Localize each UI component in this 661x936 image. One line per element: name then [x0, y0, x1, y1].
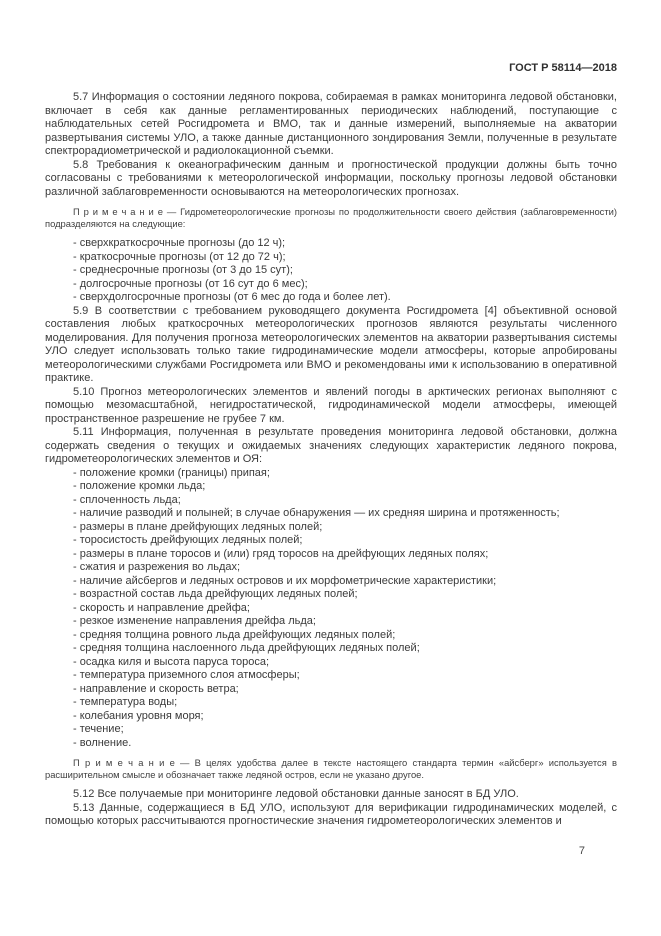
paragraph-5-8: 5.8 Требования к океанографическим данным и прогностической продукции должны быть точно согласованы с требованиями к метеорологической информации, поскольку прогнозы ледовой обстановки различной заблаговременности основываются на метеорологических прогнозах. — [45, 158, 617, 198]
paragraph-5-11: 5.11 Информация, полученная в результате проведения мониторинга ледовой обстановки, должна содержать сведения о текущих и ожидаемых значениях следующих характеристик ледяного покрова, гидрометеорологических элементов и ОЯ: — [45, 426, 617, 465]
list-item: - температура воды; — [73, 696, 178, 708]
list-item: - краткосрочные прогнозы (от 12 до 72 ч); — [73, 250, 286, 263]
list-item: - среднесрочные прогнозы (от 3 до 15 сут); — [73, 264, 293, 276]
list-item: - средняя толщина наслоенного льда дрейфующих ледяных полей; — [73, 642, 420, 654]
doc-code: ГОСТ Р 58114—2018 — [509, 62, 617, 74]
list-item: - размеры в плане дрейфующих ледяных полей; — [73, 520, 323, 533]
list-item: - сверхдолгосрочные прогнозы (от 6 мес до года и более лет). — [73, 291, 391, 303]
list-item: - сверхкраткосрочные прогнозы (до 12 ч); — [73, 237, 286, 249]
paragraph-5-10: 5.10 Прогноз метеорологических элементов и явлений погоды в арктических регионах выполняют с помощью мезомасштабной, негидростатической, гидродинамической модели атмосферы, имеющей пространственное разрешение не грубее 7 км. — [45, 385, 617, 425]
list-item: - наличие разводий и полыней; в случае обнаружения — их средняя ширина и протяженность; — [73, 507, 560, 519]
list-item: - течение; — [73, 723, 124, 735]
list-item: - скорость и направление дрейфа; — [73, 601, 250, 614]
note-forecast-types: П р и м е ч а н и е — Гидрометеорологические прогнозы по продолжительности своего действия (заблаговременности) подразделяются на следующие: — [45, 206, 617, 229]
list-item: - положение кромки (границы) припая; — [73, 466, 270, 479]
list-item: - направление и скорость ветра; — [73, 682, 239, 695]
forecast-types-list — [45, 237, 617, 305]
paragraph-5-13: 5.13 Данные, содержащиеся в БД УЛО, используют для верификации гидродинамических моделей, с помощью которых рассчитываются прогностические значения гидрометеорологических элементов и — [45, 801, 617, 827]
ice-characteristics-list — [45, 467, 617, 751]
list-item: - наличие айсбергов и ледяных островов и их морфометрические характеристики; — [73, 574, 497, 587]
list-item: - размеры в плане торосов и (или) гряд торосов на дрейфующих ледяных полях; — [73, 547, 489, 560]
paragraph-5-9: 5.9 В соответствии с требованием руководящего документа Росгидромета [4] объективной основой составления любых краткосрочных метеорологических прогнозов являются результаты численного моделирования. Для получения прогноза метеорологических элементов на акватории развертывания системы УЛО следует использовать только такие гидродинамические модели атмосферы, которые апробированы метеорологическими службами Росгидромета или ВМО и рекомендованы ими к использованию в оперативной практике. — [45, 304, 617, 384]
list-item: - торосистость дрейфующих ледяных полей; — [73, 534, 303, 546]
list-item: - осадка киля и высота паруса тороса; — [73, 655, 270, 668]
note-iceberg-term: П р и м е ч а н и е — В целях удобства далее в тексте настоящего стандарта термин «айсберг» используется в расширительном смысле и обозначает также ледяной остров, если не указано другое. — [45, 757, 617, 780]
list-item: - волнение. — [73, 736, 132, 749]
paragraph-5-12: 5.12 Все получаемые при мониторинге ледовой обстановки данные заносят в БД УЛО. — [73, 788, 519, 800]
paragraph-5-7: 5.7 Информация о состоянии ледяного покрова, собираемая в рамках мониторинга ледовой обстановки, включает в себя как данные регламентированных периодических наблюдений, поступающие с наблюдательных сетей Росгидромета и ВМО, так и данные измерений, выполняемые на акватории развертывания системы УЛО, а также данные дистанционного зондирования Земли, полученные в результате спектрорадиометрической и радиолокационной съемки. — [45, 91, 617, 157]
list-item: - возрастной состав льда дрейфующих ледяных полей; — [73, 588, 358, 600]
list-item: - сплоченность льда; — [73, 493, 181, 506]
list-item: - положение кромки льда; — [73, 480, 206, 492]
list-item: - сжатия и разрежения во льдах; — [73, 561, 241, 573]
list-item: - средняя толщина ровного льда дрейфующих ледяных полей; — [73, 628, 396, 641]
list-item: - долгосрочные прогнозы (от 16 сут до 6 мес); — [73, 277, 308, 290]
page-number: 7 — [578, 845, 585, 857]
document-body — [45, 91, 617, 829]
list-item: - резкое изменение направления дрейфа льда; — [73, 615, 316, 627]
list-item: - колебания уровня моря; — [73, 709, 204, 722]
list-item: - температура приземного слоя атмосферы; — [73, 669, 300, 681]
